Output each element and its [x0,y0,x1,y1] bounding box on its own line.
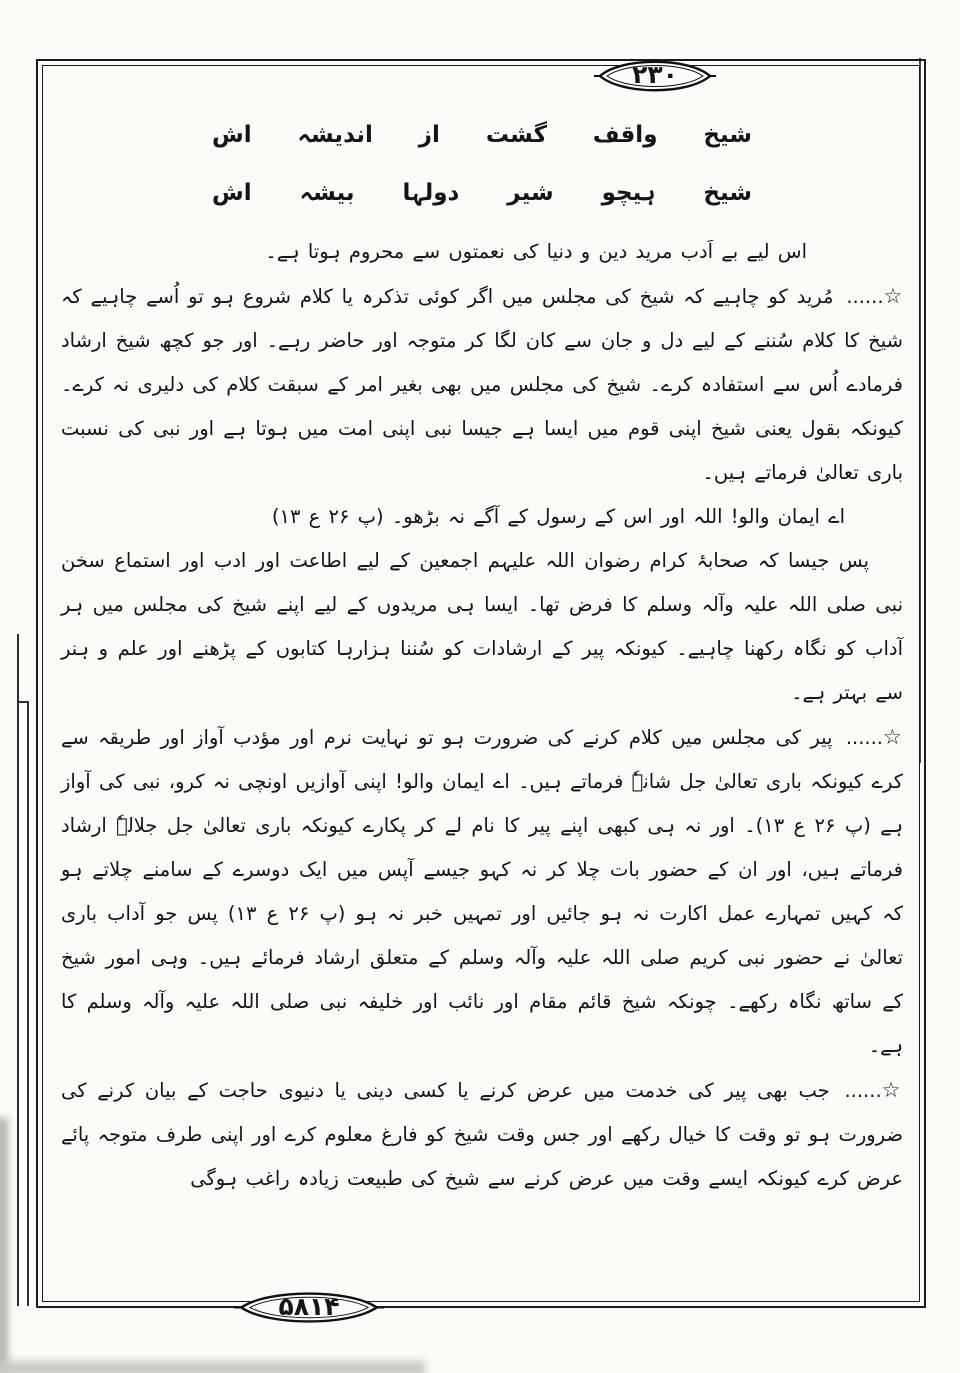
poetry-word: از [418,122,440,148]
paragraph-text: مُرید کو چاہیے کہ شیخ کی مجلس میں اگر کوئی تذکرہ یا کلام شروع ہو تو اُسے چاہیے کہ شیخ کا کلام سُننے کے لیے دل و جان سے کان لگا کر متوجہ اور حاضر رہے۔ اور جو کچھ شیخ ارشاد فرمادے اُس سے استفادہ کرے۔ شیخ کی مجلس میں بھی بغیر امر کے سبقت کلام کی دلیری نہ کرے۔ کیونکہ بقول یعنی شیخ اپنی قوم میں ایسا ہے جیسا نبی اپنی امت میں ہوتا ہے اور نبی کی نسبت باری تعالیٰ فرماتے ہیں۔ [61,285,903,484]
star-bullet-icon: ☆ [883,284,904,308]
poetry-word: اش [212,180,252,206]
poetry-couplet [212,106,752,222]
paragraph-quote [61,495,903,539]
poetry-word: واقف [592,122,658,148]
paragraph-star [61,274,903,495]
scan-bleed-line [27,702,29,1306]
leader-dots: ...... [845,726,884,749]
page-content [61,106,903,1201]
paragraph-intro [61,230,903,274]
paragraph-plain [61,539,903,715]
poetry-word: دولہا [402,180,460,206]
star-bullet-icon: ☆ [881,1078,903,1102]
paragraph-text: جب بھی پیر کی خدمت میں عرض کرنے یا کسی دینی یا دنیوی حاجت کے بیان کرنے کی ضرورت ہو تو وقت کا خیال رکھے اور جس وقت شیخ کو فارغ معلوم کرے اور اپنی طرف متوجہ پائے عرض کرے کیونکہ ایسے وقت میں عرض کرنے سے شیخ کی طبیعت زیادہ راغب ہوگی [61,1079,903,1190]
paragraph-text: اے ایمان والو! اللہ اور اس کے رسول کے آگے نہ بڑھو۔ (پ ۲۶ ع ۱۳) [271,505,845,528]
leader-dots: ...... [844,1079,882,1102]
scan-bleed-line [17,701,29,703]
poetry-word: اش [212,122,252,148]
paragraph-text: اس لیے بے اَدب مرید دین و دنیا کی نعمتوں سے محروم ہوتا ہے۔ [265,240,807,263]
poetry-word: بیشہ [299,180,355,206]
poetry-word: اندیشہ [297,122,373,148]
poetry-word: گشت [485,122,547,148]
paragraph-text: پیر کی مجلس میں کلام کرنے کی ضرورت ہو تو نہایت نرم اور مؤدب آواز اور طریقہ سے کرے کیونکہ باری تعالیٰ جل شانہٗ فرماتے ہیں۔ اے ایمان والو! اپنی آوازیں اونچی نہ کرو، نبی کی آواز ہے (پ ۲۶ ع ۱۳)۔ اور نہ ہی کبھی اپنے پیر کا نام لے کر پکارے کیونکہ باری تعالیٰ جل جلالہٗ ارشاد فرماتے ہیں، اور ان کے حضور بات چلا کر نہ کہو جیسے آپس میں ایک دوسرے کے سامنے چلاتے ہو کہ کہیں تمہارے عمل اکارت نہ ہو جائیں اور تمہیں خبر نہ ہو (پ ۲۶ ع ۱۳) پس جو آداب باری تعالیٰ نے حضور نبی کریم صلی اللہ علیہ وآلہ وسلم کے متعلق ارشاد فرمائے ہیں۔ وہی امور شیخ کے ساتھ نگاہ رکھے۔ چونکہ شیخ قائم مقام اور نائب اور خلیفہ نبی صلی اللہ علیہ وآلہ وسلم کا ہے۔ [61,726,904,1057]
paragraph-star [61,1068,903,1201]
scan-smudge [0,1361,425,1373]
poetry-word: شیر [507,180,554,206]
footer-number-ornament [234,1285,384,1330]
paragraph-text: پس جیسا کہ صحابۂ کرام رضوان اللہ علیہم اجمعین کے لیے اطاعت اور ادب اور استماع سخن نبی صلی اللہ علیہ وآلہ وسلم کا فرض تھا۔ ایسا ہی مریدوں کے لیے اپنے شیخ کی مجلس میں ہر آداب کو نگاہ رکھنا چاہیے۔ کیونکہ پیر کے ارشادات کو سُننا ہزارہا کتابوں کے پڑھنے اور علم و ہنر سے بہتر ہے۔ [61,549,903,704]
page-number-ornament [594,53,716,99]
footer-number: ۵۸۱۴ [278,1291,340,1321]
leader-dots: ...... [846,285,884,308]
poetry-word: شیخ [703,122,752,148]
poetry-line-2 [212,164,752,222]
page-number: ۲۳۰ [632,60,678,89]
poetry-line-1 [212,106,752,164]
star-bullet-icon: ☆ [883,725,904,749]
scan-smudge [0,1118,8,1373]
scan-bleed-line [17,634,19,1306]
poetry-word: ہیچو [601,180,656,206]
paragraph-star [61,715,903,1068]
paragraphs [61,230,903,1201]
poetry-word: شیخ [703,180,752,206]
